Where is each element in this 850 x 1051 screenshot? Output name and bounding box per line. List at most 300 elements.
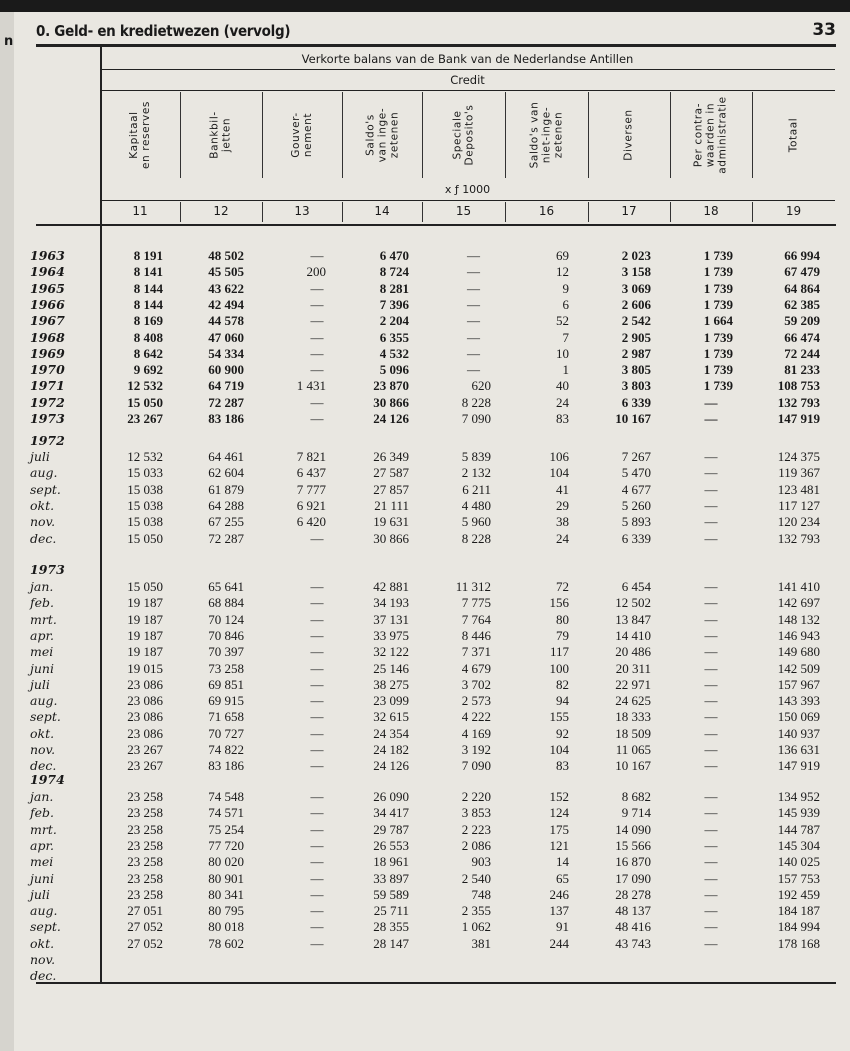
column-number: 12: [213, 204, 229, 218]
row-label: 1970: [30, 362, 65, 378]
row-label: dec.: [30, 530, 57, 546]
table-cell: 4 679: [461, 660, 491, 676]
row-label: juli: [30, 449, 50, 464]
table-cell: 903: [471, 854, 491, 870]
table-cell: 7 090: [461, 758, 491, 774]
table-cell: 5 260: [621, 497, 651, 513]
row-label: dec.: [30, 968, 57, 984]
table-cell: 5 839: [461, 449, 491, 464]
table-cell: 67 255: [208, 514, 244, 530]
title-rule: [100, 69, 835, 70]
table-cell: 10 167: [615, 758, 651, 774]
table-cell: 83 186: [208, 758, 244, 774]
row-label: apr.: [30, 837, 55, 853]
table-cell: —: [704, 676, 718, 692]
page-title: 0. Geld- en kredietwezen (vervolg): [36, 22, 291, 40]
table-cell: 2 023: [621, 248, 651, 263]
table-cell: 80 018: [208, 919, 244, 935]
table-cell: —: [704, 394, 718, 410]
table-cell: 27 051: [127, 903, 163, 919]
table-cell: 6 921: [296, 497, 326, 513]
table-cell: 14 410: [615, 627, 651, 643]
table-cell: 23 086: [127, 725, 163, 741]
table-cell: 2 542: [621, 313, 651, 329]
table-cell: —: [704, 611, 718, 627]
table-cell: 23 267: [127, 742, 163, 757]
table-cell: 27 052: [127, 935, 163, 951]
table-cell: 19 187: [127, 595, 163, 611]
table-cell: 152: [549, 789, 569, 804]
table-cell: 141 410: [777, 579, 820, 594]
table-cell: 91: [556, 919, 569, 935]
table-cell: 7 775: [461, 595, 491, 611]
row-label: sept.: [30, 709, 61, 725]
table-cell: 77 720: [208, 837, 244, 853]
row-label: okt.: [30, 497, 55, 513]
table-cell: 69 851: [208, 676, 244, 692]
table-cell: 25 146: [373, 660, 409, 676]
table-cell: 6 437: [296, 465, 326, 481]
table-cell: 11 312: [455, 579, 491, 594]
table-cell: —: [310, 693, 324, 709]
table-cell: 92: [556, 725, 569, 741]
table-cell: 1 739: [703, 264, 733, 280]
column-header-label: Totaal: [787, 117, 800, 153]
table-cell: 124: [549, 805, 569, 821]
row-label: nov.: [30, 514, 56, 530]
table-cell: 67 479: [784, 264, 820, 280]
table-cell: 6 470: [379, 248, 409, 263]
table-cell: 15 050: [127, 530, 163, 546]
row-label: okt.: [30, 935, 55, 951]
table-cell: —: [704, 530, 718, 546]
row-label: mrt.: [30, 821, 57, 837]
table-cell: 61 879: [208, 481, 244, 497]
table-cell: 80 901: [208, 870, 244, 886]
table-cell: 748: [471, 886, 491, 902]
table-cell: 59 589: [373, 886, 409, 902]
column-number: 14: [374, 204, 390, 218]
table-cell: 15 050: [127, 394, 163, 410]
table-cell: 178 168: [777, 935, 820, 951]
table-cell: 42 881: [373, 579, 409, 594]
table-cell: —: [310, 595, 324, 611]
table-cell: 8 408: [133, 329, 163, 345]
table-cell: 7 821: [296, 449, 326, 464]
table-cell: 2 220: [461, 789, 491, 804]
table-cell: —: [310, 758, 324, 774]
column-header: [670, 92, 752, 178]
table-cell: 72 287: [208, 394, 244, 410]
table-cell: 68 884: [208, 595, 244, 611]
table-cell: 10 167: [615, 411, 651, 426]
header-bottom-rule: [36, 224, 836, 226]
table-cell: —: [704, 693, 718, 709]
table-cell: 34 417: [373, 805, 409, 821]
row-label: apr.: [30, 627, 55, 643]
row-label: aug.: [30, 903, 58, 919]
table-cell: —: [310, 394, 324, 410]
table-cell: 7 777: [296, 481, 326, 497]
table-cell: —: [310, 709, 324, 725]
table-cell: 44 578: [208, 313, 244, 329]
table-cell: 23 267: [127, 411, 163, 426]
row-label: aug.: [30, 465, 58, 481]
table-cell: —: [704, 449, 718, 464]
table-cell: 157 967: [777, 676, 820, 692]
table-cell: —: [310, 530, 324, 546]
table-cell: 42 494: [208, 296, 244, 312]
table-cell: —: [704, 644, 718, 660]
table-cell: —: [310, 579, 324, 594]
table-cell: —: [704, 854, 718, 870]
table-cell: 12 532: [127, 449, 163, 464]
table-cell: —: [310, 886, 324, 902]
table-cell: 37 131: [373, 611, 409, 627]
table-cell: 59 209: [784, 313, 820, 329]
column-header-label: Diversen: [622, 109, 635, 161]
table-cell: 145 939: [777, 805, 820, 821]
row-label: sept.: [30, 481, 61, 497]
table-cell: 8 141: [133, 264, 163, 280]
table-cell: 24 126: [373, 411, 409, 426]
table-cell: —: [310, 903, 324, 919]
column-header: [180, 92, 262, 178]
table-cell: —: [310, 870, 324, 886]
table-cell: 7 371: [461, 644, 491, 660]
table-cell: 156: [549, 595, 569, 611]
previous-page-fragment: n: [4, 34, 14, 49]
column-number: 13: [294, 204, 310, 218]
table-cell: 8 724: [379, 264, 409, 280]
table-cell: 24 182: [373, 742, 409, 757]
table-cell: —: [704, 886, 718, 902]
row-label: jan.: [30, 789, 54, 804]
table-cell: 81 233: [784, 362, 820, 378]
table-cell: —: [310, 280, 324, 296]
table-cell: —: [704, 821, 718, 837]
table-cell: 19 015: [127, 660, 163, 676]
table-cell: 19 631: [373, 514, 409, 530]
column-header: [422, 92, 505, 178]
table-cell: 5 470: [621, 465, 651, 481]
table-cell: 83: [556, 758, 569, 774]
table-cell: 23 258: [127, 805, 163, 821]
table-cell: 21 111: [374, 497, 409, 513]
table-cell: 15 038: [127, 497, 163, 513]
section-year-label: 1972: [30, 433, 65, 448]
table-cell: 9: [562, 280, 569, 296]
table-cell: 1 062: [461, 919, 491, 935]
table-cell: —: [310, 837, 324, 853]
table-cell: 117: [549, 644, 569, 660]
table-cell: —: [704, 497, 718, 513]
table-cell: 33 975: [373, 627, 409, 643]
table-cell: 23 086: [127, 709, 163, 725]
column-header: [342, 92, 422, 178]
table-cell: 175: [549, 821, 569, 837]
table-cell: 12 502: [615, 595, 651, 611]
table-cell: —: [704, 837, 718, 853]
table-cell: 8 642: [133, 345, 163, 361]
table-cell: 3 803: [621, 378, 651, 394]
table-cell: 1 664: [703, 313, 733, 329]
table-cell: 48 137: [615, 903, 651, 919]
table-cell: 11 065: [615, 742, 651, 757]
column-number: 19: [785, 204, 802, 218]
page-number: 33: [812, 20, 836, 40]
table-subtitle: Credit: [450, 73, 485, 87]
table-cell: 144 787: [777, 821, 820, 837]
table-cell: —: [310, 854, 324, 870]
table-cell: —: [310, 935, 324, 951]
table-cell: 137: [549, 903, 569, 919]
table-cell: 8 682: [621, 789, 651, 804]
table-cell: 381: [471, 935, 491, 951]
table-cell: 3 192: [461, 742, 491, 757]
table-cell: 8 228: [461, 394, 491, 410]
table-cell: 16 870: [615, 854, 651, 870]
table-cell: 1 739: [703, 248, 733, 263]
table-cell: 104: [549, 465, 569, 481]
table-cell: —: [704, 579, 718, 594]
table-cell: 136 631: [777, 742, 820, 757]
table-cell: —: [310, 676, 324, 692]
table-cell: 64 288: [208, 497, 244, 513]
table-cell: —: [467, 248, 480, 263]
column-header: [588, 92, 670, 178]
unit-rule: [100, 200, 835, 201]
row-label: nov.: [30, 742, 56, 757]
table-cell: 6 339: [621, 530, 651, 546]
table-cell: —: [704, 514, 718, 530]
table-title: Verkorte balans van de Bank van de Nederlandse Antillen: [301, 52, 634, 66]
table-cell: 4 222: [461, 709, 491, 725]
table-cell: 106: [549, 449, 569, 464]
table-cell: 124 375: [777, 449, 820, 464]
table-cell: —: [704, 627, 718, 643]
table-cell: 74 548: [208, 789, 244, 804]
table-cell: 28 355: [373, 919, 409, 935]
table-cell: 12 532: [127, 378, 163, 394]
table-cell: 23 086: [127, 693, 163, 709]
column-number: 15: [455, 204, 472, 218]
table-cell: 2 355: [461, 903, 491, 919]
table-cell: —: [467, 280, 480, 296]
row-label: jan.: [30, 579, 54, 594]
table-cell: 23 267: [127, 758, 163, 774]
table-cell: 48 502: [208, 248, 244, 263]
table-cell: 4 532: [379, 345, 409, 361]
table-cell: 72 244: [784, 345, 820, 361]
table-cell: 7: [562, 329, 569, 345]
table-cell: 12: [556, 264, 569, 280]
credit-rule: [100, 90, 835, 91]
table-cell: 1 739: [703, 378, 733, 394]
table-cell: 8 144: [133, 296, 163, 312]
table-cell: 20 486: [615, 644, 651, 660]
table-cell: 29 787: [373, 821, 409, 837]
table-cell: 132 793: [777, 530, 820, 546]
table-cell: —: [310, 296, 324, 312]
table-cell: 4 169: [461, 725, 491, 741]
table-cell: 19 187: [127, 611, 163, 627]
table-cell: 5 096: [379, 362, 409, 378]
table-cell: 14 090: [615, 821, 651, 837]
table-cell: 26 349: [373, 449, 409, 464]
table-cell: 620: [471, 378, 491, 394]
table-cell: 5 893: [621, 514, 651, 530]
table-cell: —: [467, 313, 480, 329]
table-cell: 7 090: [461, 411, 491, 426]
table-cell: 147 919: [777, 758, 820, 774]
table-cell: 47 060: [208, 329, 244, 345]
table-cell: 23 258: [127, 870, 163, 886]
table-cell: 117 127: [778, 497, 820, 513]
table-cell: 145 304: [777, 837, 820, 853]
row-label: 1966: [30, 296, 65, 312]
column-header-label: Saldo's van inge- zetenen: [364, 107, 400, 163]
table-cell: 43 743: [615, 935, 651, 951]
column-header: [100, 92, 180, 178]
table-cell: 23 258: [127, 821, 163, 837]
table-cell: 134 952: [777, 789, 820, 804]
table-cell: —: [310, 627, 324, 643]
table-cell: 120 234: [777, 514, 820, 530]
table-cell: 15 038: [127, 514, 163, 530]
table-cell: 23 258: [127, 837, 163, 853]
table-cell: 4 677: [621, 481, 651, 497]
table-cell: 6 454: [621, 579, 651, 594]
table-cell: 1 739: [703, 362, 733, 378]
column-header: [752, 92, 835, 178]
table-cell: 75 254: [208, 821, 244, 837]
table-cell: 24: [556, 530, 569, 546]
table-cell: 146 943: [777, 627, 820, 643]
top-rule: [36, 44, 836, 47]
table-cell: 2 987: [621, 345, 651, 361]
table-cell: 18 961: [373, 854, 409, 870]
bottom-rule: [36, 982, 836, 984]
table-cell: —: [467, 362, 480, 378]
table-cell: —: [704, 935, 718, 951]
table-cell: 1 739: [703, 345, 733, 361]
column-header-label: Bankbil- jetten: [209, 111, 233, 159]
table-cell: 13 847: [615, 611, 651, 627]
table-cell: 8 446: [461, 627, 491, 643]
table-cell: 246: [549, 886, 569, 902]
table-cell: 123 481: [777, 481, 820, 497]
table-cell: 23 086: [127, 676, 163, 692]
table-cell: —: [310, 821, 324, 837]
column-header: [505, 92, 588, 178]
table-cell: 33 897: [373, 870, 409, 886]
table-cell: 6 355: [379, 329, 409, 345]
table-cell: 27 857: [373, 481, 409, 497]
table-cell: 74 571: [208, 805, 244, 821]
table-cell: 62 604: [208, 465, 244, 481]
table-cell: 157 753: [777, 870, 820, 886]
table-cell: —: [704, 481, 718, 497]
table-cell: 23 099: [373, 693, 409, 709]
column-header-label: Saldo's van niet-inge- zetenen: [528, 101, 565, 169]
table-cell: 54 334: [208, 345, 244, 361]
table-cell: —: [310, 742, 324, 757]
table-cell: 62 385: [784, 296, 820, 312]
table-cell: 73 258: [208, 660, 244, 676]
table-cell: 8 169: [133, 313, 163, 329]
table-cell: —: [704, 709, 718, 725]
table-cell: —: [704, 870, 718, 886]
table-cell: 30 866: [373, 530, 409, 546]
table-cell: 32 615: [373, 709, 409, 725]
table-cell: —: [310, 345, 324, 361]
table-cell: 200: [306, 264, 326, 280]
table-cell: 52: [556, 313, 569, 329]
table-cell: —: [704, 805, 718, 821]
table-cell: —: [704, 660, 718, 676]
table-cell: 32 122: [373, 644, 409, 660]
table-cell: 70 124: [208, 611, 244, 627]
table-cell: 7 396: [379, 296, 409, 312]
table-cell: 80: [556, 611, 569, 627]
table-cell: 70 846: [208, 627, 244, 643]
row-label: 1967: [30, 313, 65, 329]
table-cell: 27 052: [127, 919, 163, 935]
table-cell: 1 739: [703, 296, 733, 312]
table-cell: 71 658: [208, 709, 244, 725]
row-label: 1972: [30, 394, 65, 410]
table-cell: 8 281: [379, 280, 409, 296]
table-cell: 17 090: [615, 870, 651, 886]
table-cell: 78 602: [208, 935, 244, 951]
unit-label: x ƒ 1000: [444, 183, 491, 196]
row-label: 1973: [30, 411, 65, 426]
table-cell: 41: [556, 481, 569, 497]
row-label: mei: [30, 854, 54, 870]
table-cell: 69 915: [208, 693, 244, 709]
table-cell: 27 587: [373, 465, 409, 481]
table-cell: 29: [556, 497, 569, 513]
table-cell: 5 960: [461, 514, 491, 530]
row-label: mrt.: [30, 611, 57, 627]
table-cell: 15 050: [127, 579, 163, 594]
table-cell: 48 416: [615, 919, 651, 935]
table-cell: 64 864: [784, 280, 820, 296]
row-label: 1971: [30, 378, 65, 394]
table-cell: 24 625: [615, 693, 651, 709]
section-year-label: 1973: [30, 562, 65, 577]
table-cell: 7 764: [461, 611, 491, 627]
table-cell: 10: [556, 345, 569, 361]
table-cell: 2 086: [461, 837, 491, 853]
table-cell: 82: [556, 676, 569, 692]
table-cell: 23 258: [127, 854, 163, 870]
table-cell: 18 509: [615, 725, 651, 741]
table-cell: —: [310, 919, 324, 935]
table-cell: 8 144: [133, 280, 163, 296]
table-cell: 72 287: [208, 530, 244, 546]
row-label: 1964: [30, 264, 65, 280]
table-cell: 140 025: [777, 854, 820, 870]
table-cell: 7 267: [621, 449, 651, 464]
table-cell: 26 553: [373, 837, 409, 853]
table-cell: 2 905: [621, 329, 651, 345]
table-cell: 108 753: [777, 378, 820, 394]
table-cell: 34 193: [373, 595, 409, 611]
table-cell: 18 333: [615, 709, 651, 725]
row-label: juni: [30, 870, 54, 886]
